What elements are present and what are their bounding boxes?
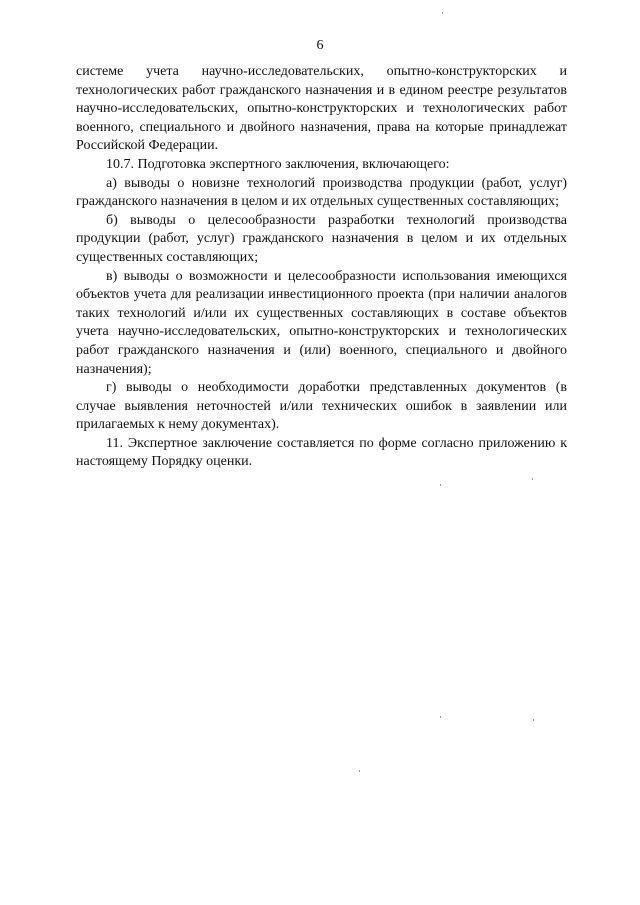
paragraph-11-form: 11. Экспертное заключение составляется по форме согласно приложению к настоящему Порядку оценки. xyxy=(76,435,567,470)
paragraph-item-b-feasibility: б) выводы о целесообразности разработки технологий производства продукции (работ, услуг) гражданского назначения в целом и их отдельных существенных составляющих; xyxy=(76,212,567,265)
scan-speck xyxy=(533,719,534,721)
scan-speck xyxy=(442,12,443,14)
scan-speck xyxy=(440,716,441,718)
scan-speck xyxy=(532,478,533,480)
paragraph-10-7-expert-conclusion: 10.7. Подготовка экспертного заключения, включающего: xyxy=(106,156,450,172)
paragraph-item-g-revision: г) выводы о необходимости доработки представленных документов (в случае выявления неточностей и/или технических ошибок в заявлении или прилагаемых к нему документах). xyxy=(76,380,567,433)
scan-speck xyxy=(359,770,360,772)
paragraph-registry-continuation: системе учета научно-исследовательских, опытно-конструкторских и технологических работ гражданского назначения и в едином реестре результатов научно-исследовательских, опытно-конструкторских и технологических работ военного, специального и двойного назначения, права на которые принадлежат Российской Федерации. xyxy=(76,64,567,154)
page-number: 6 xyxy=(316,38,324,53)
document-body xyxy=(76,63,567,472)
scan-speck xyxy=(440,484,441,486)
paragraph-item-v-existing-objects: в) выводы о возможности и целесообразности использования имеющихся объектов учета для реализации инвестиционного проекта (при наличии аналогов таких технологий и/или их существенных составляющих в составе объектов учета научно-исследовательских, опытно-конструкторских и технологических работ гражданского назначения и (или) военного, специального и двойного назначения); xyxy=(76,268,567,377)
paragraph-item-a-novelty: а) выводы о новизне технологий производства продукции (работ, услуг) гражданского назначения в целом и их отдельных существенных составляющих; xyxy=(76,175,567,210)
